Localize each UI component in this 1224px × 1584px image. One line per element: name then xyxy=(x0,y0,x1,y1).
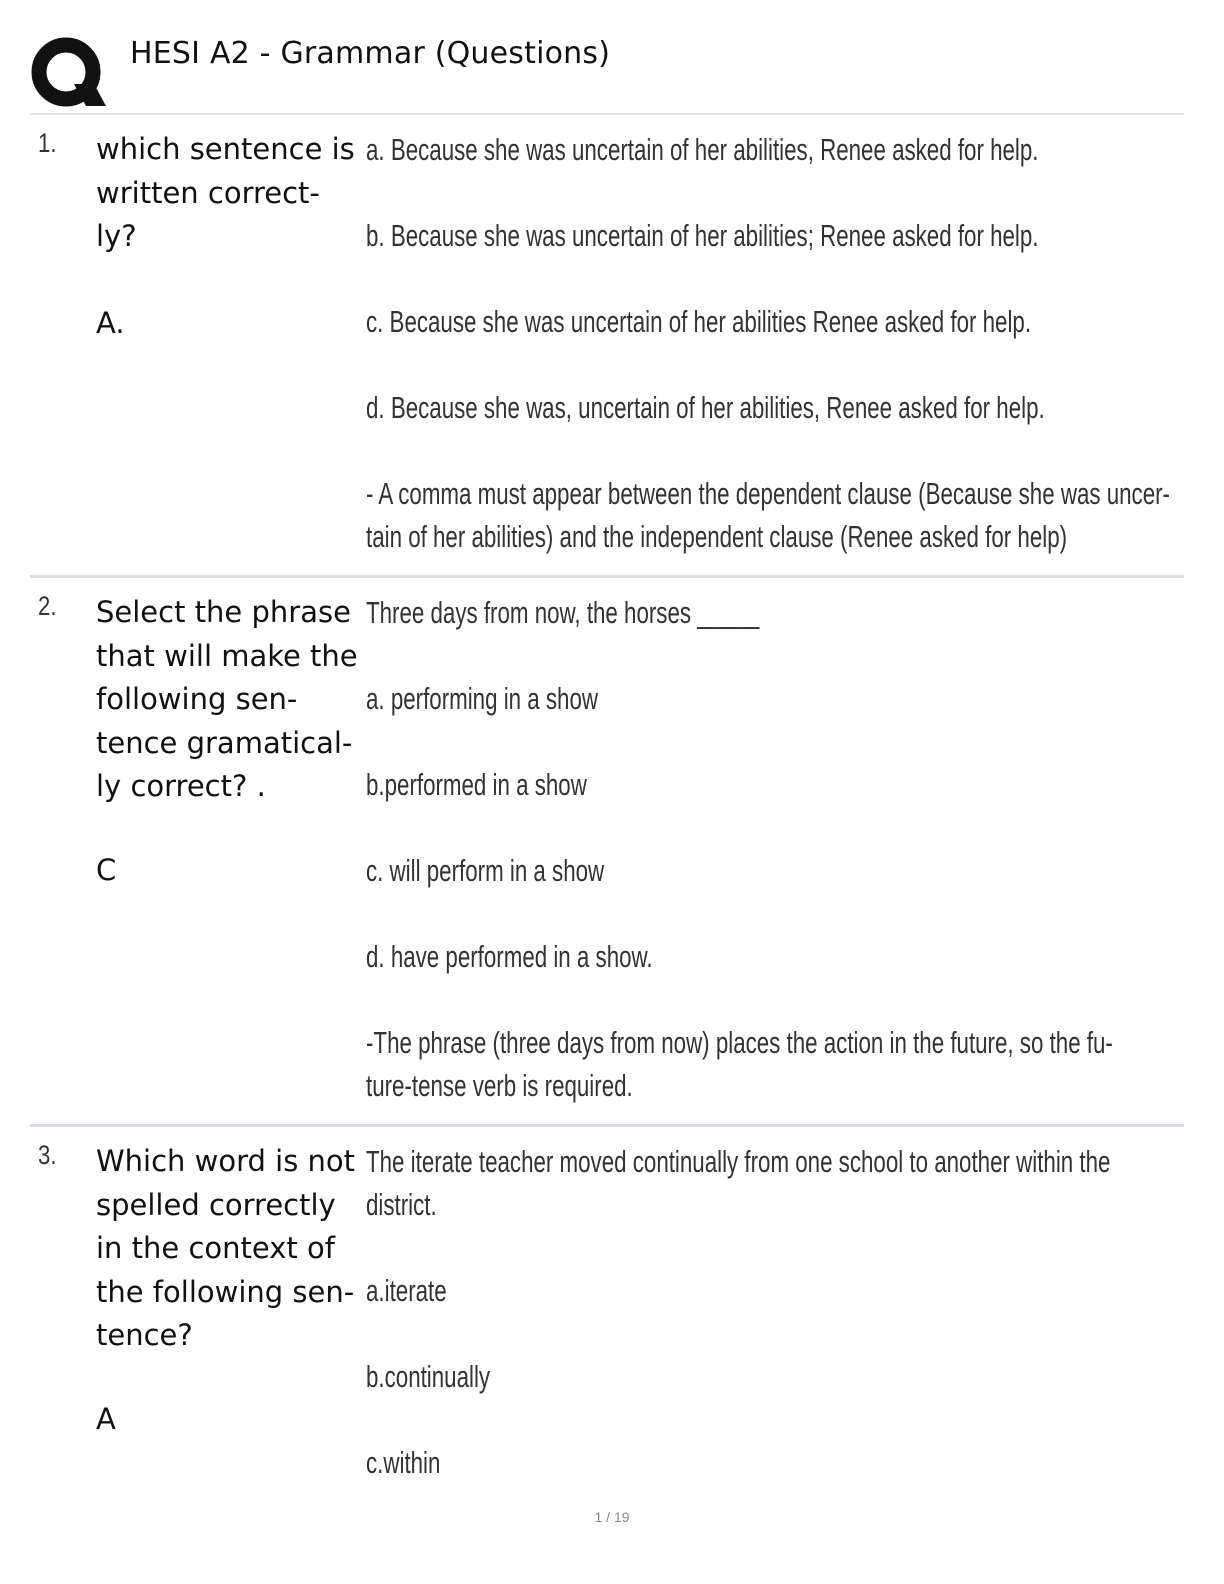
option-list xyxy=(366,1140,1158,1484)
sentence-stem-line-1: The iterate teacher moved continually from one school to another within the xyxy=(366,1144,1111,1179)
option-a: a. performing in a show xyxy=(366,681,598,716)
option-b: b.continually xyxy=(366,1359,491,1394)
explanation-line-2: ture-tense verb is required. xyxy=(366,1068,633,1103)
document-title: HESI A2 - Grammar (Questions) xyxy=(130,36,611,71)
answer-key: A. xyxy=(96,306,125,340)
question-number: 1. xyxy=(38,128,57,158)
option-c: c.within xyxy=(366,1445,441,1480)
question-divider xyxy=(30,575,1184,578)
option-b: b.performed in a show xyxy=(366,767,587,802)
question-divider xyxy=(30,1124,1184,1127)
sentence-stem-line-2: district. xyxy=(366,1187,437,1222)
answer-key: A xyxy=(96,1402,116,1436)
option-list xyxy=(366,591,1158,1107)
header-divider xyxy=(30,113,1184,115)
question-text: which sentence is written correct-ly? xyxy=(96,132,355,253)
question-text: Which word is not spelled correctly in the context of the following sen-tence? xyxy=(96,1144,356,1352)
option-b: b. Because she was uncertain of her abilities; Renee asked for help. xyxy=(366,218,1039,253)
question-number: 2. xyxy=(38,591,57,621)
explanation-line-2: tain of her abilities) and the independent clause (Renee asked for help) xyxy=(366,519,1068,554)
page-indicator: 1 / 19 xyxy=(594,1509,630,1525)
option-c: c. Because she was uncertain of her abilities Renee asked for help. xyxy=(366,304,1032,339)
option-d: d. have performed in a show. xyxy=(366,939,653,974)
explanation-line-1: - A comma must appear between the dependent clause (Because she was uncer- xyxy=(366,476,1170,511)
option-list xyxy=(366,128,1170,558)
explanation-line-1: -The phrase (three days from now) places the action in the future, so the fu- xyxy=(366,1025,1113,1060)
answer-key: C xyxy=(96,853,117,887)
sentence-stem: Three days from now, the horses _____ xyxy=(366,595,760,630)
document-header xyxy=(30,28,1184,114)
option-c: c. will perform in a show xyxy=(366,853,605,888)
option-a: a.iterate xyxy=(366,1273,447,1308)
q-logo-icon xyxy=(30,34,110,114)
option-d: d. Because she was, uncertain of her abilities, Renee asked for help. xyxy=(366,390,1045,425)
question-number: 3. xyxy=(38,1140,57,1170)
option-a: a. Because she was uncertain of her abilities, Renee asked for help. xyxy=(366,132,1039,167)
question-text: Select the phrase that will make the following sen-tence gramatical-ly correct? . xyxy=(96,595,358,803)
